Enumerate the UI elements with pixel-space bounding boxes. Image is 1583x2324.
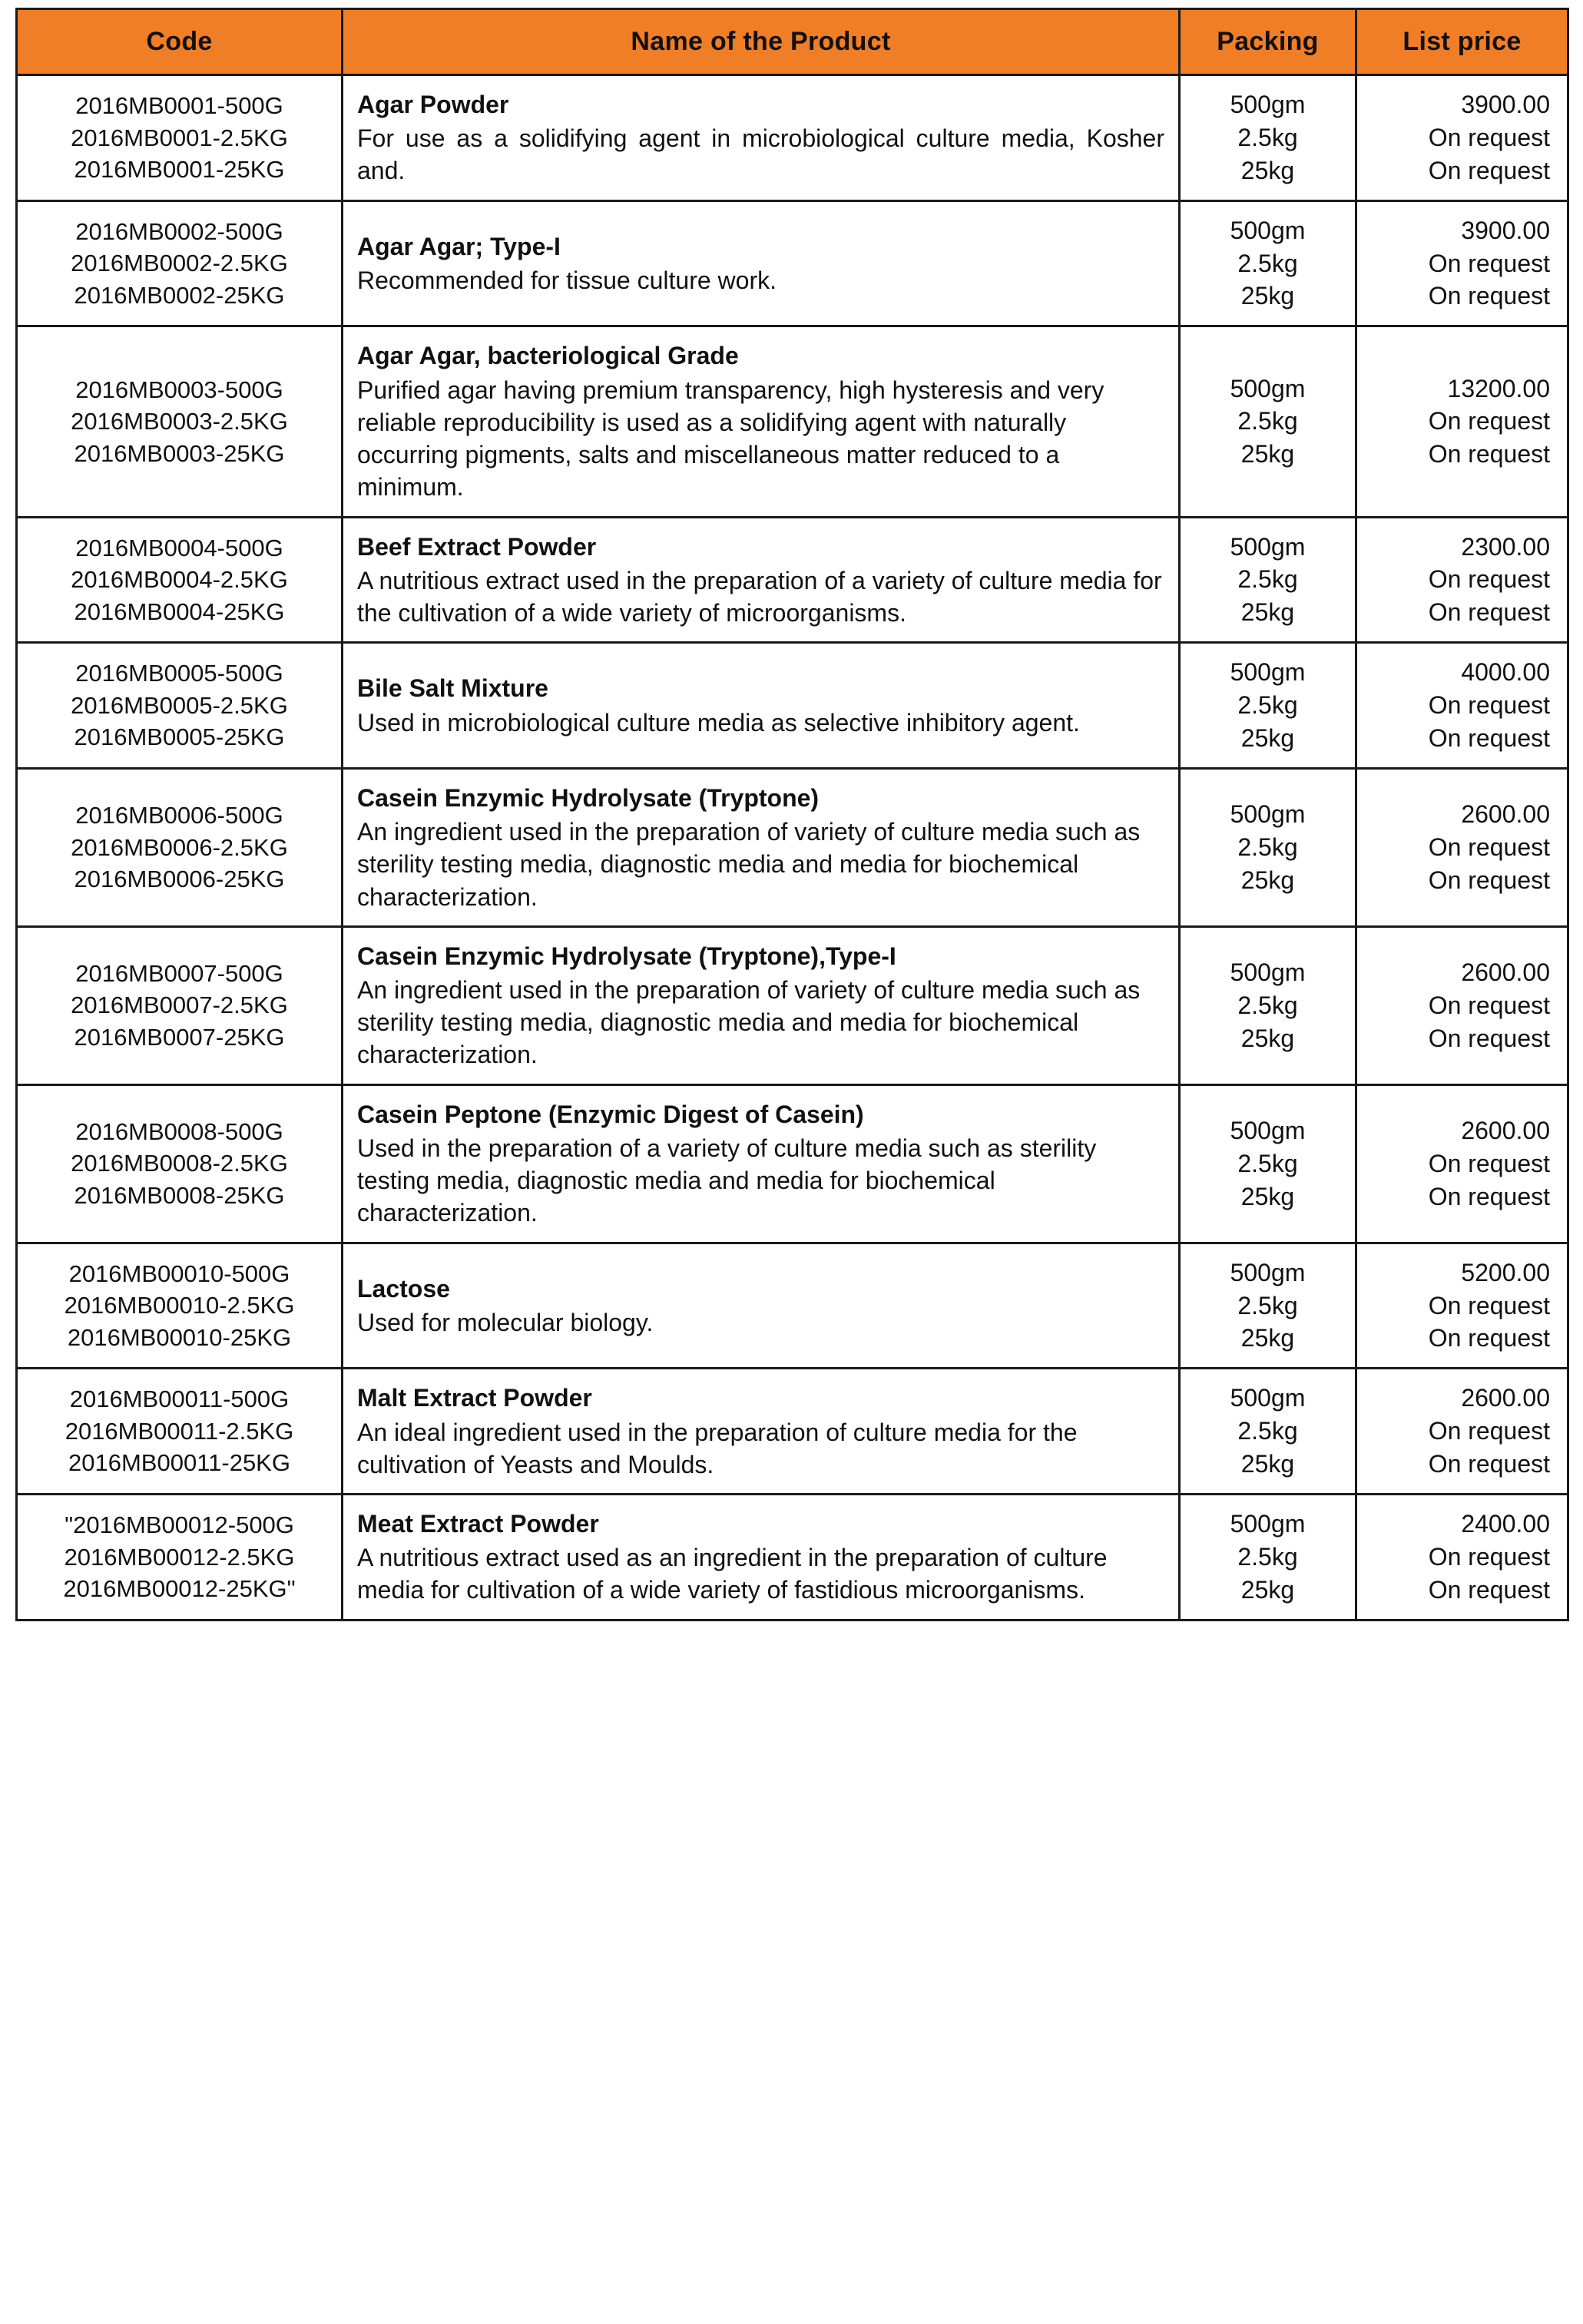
product-code-line: 2016MB0005-2.5KG: [71, 691, 288, 719]
list-price-line: 2600.00: [1461, 799, 1550, 828]
table-row: [17, 1243, 1568, 1369]
product-code-line: 2016MB0002-2.5KG: [71, 250, 288, 277]
list-price-line: 2600.00: [1461, 1384, 1550, 1412]
product-name-cell: [343, 768, 1180, 926]
product-name-cell: [343, 326, 1180, 517]
packing-line: 2.5kg: [1237, 123, 1298, 151]
product-name-cell: [343, 1084, 1180, 1243]
product-code-line: "2016MB00012-500G: [65, 1511, 294, 1539]
product-code-line: 2016MB0008-2.5KG: [71, 1150, 288, 1177]
list-price-cell: [1356, 1369, 1568, 1495]
product-code-line: 2016MB00010-500G: [68, 1260, 290, 1287]
list-price-line: On request: [1428, 123, 1550, 151]
product-code-line: 2016MB0003-2.5KG: [71, 408, 288, 435]
product-code-cell: [17, 768, 343, 926]
product-code-line: 2016MB0004-500G: [75, 534, 283, 561]
list-price-line: On request: [1428, 407, 1550, 435]
packing-line: 500gm: [1230, 1510, 1306, 1538]
list-price-line: 2300.00: [1461, 532, 1550, 561]
product-code-line: 2016MB0007-2.5KG: [71, 992, 288, 1019]
list-price-line: On request: [1428, 1182, 1550, 1210]
list-price-cell: [1356, 1084, 1568, 1243]
list-price-cell: [1356, 926, 1568, 1084]
product-code-line: 2016MB0004-2.5KG: [71, 566, 288, 594]
product-name-cell: [343, 926, 1180, 1084]
table-row: [17, 1369, 1568, 1495]
product-name-cell: [343, 75, 1180, 201]
product-code-line: 2016MB0006-500G: [75, 802, 283, 829]
packing-line: 2.5kg: [1237, 565, 1298, 594]
list-price-line: On request: [1428, 1024, 1550, 1052]
list-price-line: 5200.00: [1461, 1258, 1550, 1286]
product-code-cell: [17, 75, 343, 201]
table-header: [17, 9, 1568, 75]
product-description: Used in the preparation of a variety of culture media such as sterility testing media, diagnostic media and media for biochemical characterization.: [357, 1134, 1097, 1227]
product-code-line: 2016MB00010-25KG: [67, 1323, 292, 1351]
list-price-line: 4000.00: [1461, 658, 1550, 687]
packing-line: 2.5kg: [1237, 1542, 1298, 1571]
product-title: Casein Peptone (Enzymic Digest of Casein): [357, 1100, 864, 1128]
list-price-line: On request: [1428, 991, 1550, 1019]
product-title: Casein Enzymic Hydrolysate (Tryptone),Type-I: [357, 942, 896, 970]
packing-cell: [1180, 1084, 1356, 1243]
product-code-cell: [17, 200, 343, 326]
product-name-cell: [343, 517, 1180, 643]
product-code-line: 2016MB00011-2.5KG: [65, 1417, 294, 1445]
list-price-line: On request: [1428, 1575, 1550, 1604]
product-code-line: 2016MB0006-2.5KG: [71, 833, 288, 861]
product-description: An ingredient used in the preparation of variety of culture media such as sterility testing media, diagnostic media and media for biochemical characterization.: [357, 818, 1141, 911]
product-code-line: 2016MB0003-500G: [75, 376, 283, 403]
product-code-cell: [17, 517, 343, 643]
packing-line: 25kg: [1240, 1450, 1295, 1478]
packing-cell: [1180, 200, 1356, 326]
product-code-line: 2016MB0003-25KG: [74, 439, 285, 467]
product-code-line: 2016MB0002-500G: [75, 217, 283, 245]
packing-line: 25kg: [1240, 440, 1295, 468]
list-price-line: 2600.00: [1461, 1116, 1550, 1144]
packing-line: 25kg: [1240, 1575, 1295, 1604]
product-title: Beef Extract Powder: [357, 532, 597, 561]
list-price-line: 2600.00: [1461, 958, 1550, 986]
packing-line: 25kg: [1240, 1024, 1295, 1052]
product-price-table: [15, 8, 1569, 1621]
table-row: [17, 1494, 1568, 1620]
packing-cell: [1180, 1494, 1356, 1620]
list-price-line: 3900.00: [1461, 91, 1550, 119]
product-code-line: 2016MB00012-25KG": [63, 1575, 296, 1603]
table-row: [17, 200, 1568, 326]
product-description: An ideal ingredient used in the preparation of culture media for the cultivation of Yeasts and Moulds.: [357, 1418, 1078, 1478]
product-code-line: 2016MB0007-25KG: [74, 1024, 285, 1051]
list-price-cell: [1356, 326, 1568, 517]
product-description: Used in microbiological culture media as selective inhibitory agent.: [357, 708, 1080, 737]
product-code-line: 2016MB0008-25KG: [74, 1181, 285, 1209]
packing-line: 25kg: [1240, 282, 1295, 310]
product-code-line: 2016MB0004-25KG: [74, 598, 285, 625]
list-price-line: On request: [1428, 1291, 1550, 1319]
packing-line: 25kg: [1240, 156, 1295, 184]
packing-line: 500gm: [1230, 1384, 1306, 1412]
list-price-line: On request: [1428, 598, 1550, 627]
packing-cell: [1180, 1369, 1356, 1495]
product-code-line: 2016MB0007-500G: [75, 959, 283, 987]
list-price-line: On request: [1428, 691, 1550, 720]
column-header-code: Code: [17, 9, 343, 75]
packing-line: 500gm: [1230, 374, 1306, 402]
table-row: [17, 1084, 1568, 1243]
packing-cell: [1180, 517, 1356, 643]
product-description: A nutritious extract used as an ingredient in the preparation of culture media for cultivation of a wide variety of fastidious microorganisms.: [357, 1544, 1108, 1604]
table-row: [17, 326, 1568, 517]
table-row: [17, 768, 1568, 926]
table-header-row: [17, 9, 1568, 75]
packing-line: 25kg: [1240, 598, 1295, 627]
product-code-line: 2016MB00012-2.5KG: [64, 1543, 295, 1571]
packing-line: 25kg: [1240, 866, 1295, 894]
table-row: [17, 926, 1568, 1084]
table-body: [17, 75, 1568, 1621]
list-price-cell: [1356, 643, 1568, 769]
product-code-line: 2016MB0001-25KG: [74, 156, 285, 184]
product-description: Recommended for tissue culture work.: [357, 266, 777, 295]
product-name-cell: [343, 200, 1180, 326]
packing-cell: [1180, 926, 1356, 1084]
list-price-line: On request: [1428, 282, 1550, 310]
product-name-cell: [343, 1494, 1180, 1620]
packing-line: 2.5kg: [1237, 1149, 1298, 1177]
packing-cell: [1180, 1243, 1356, 1369]
product-title: Malt Extract Powder: [357, 1384, 592, 1412]
packing-line: 25kg: [1240, 1182, 1295, 1210]
list-price-cell: [1356, 200, 1568, 326]
table-row: [17, 643, 1568, 769]
product-code-line: 2016MB0002-25KG: [74, 281, 285, 309]
packing-line: 25kg: [1240, 723, 1295, 752]
packing-line: 2.5kg: [1237, 1417, 1298, 1445]
product-code-line: 2016MB0006-25KG: [74, 866, 285, 893]
product-description: Purified agar having premium transparency, high hysteresis and very reliable reproducibility is used as a solidifying agent with naturally occurring pigments, salts and miscellaneous matter reduced to a minimum.: [357, 376, 1104, 502]
packing-line: 500gm: [1230, 1258, 1306, 1286]
product-name-cell: [343, 1243, 1180, 1369]
packing-line: 2.5kg: [1237, 691, 1298, 720]
packing-line: 2.5kg: [1237, 1291, 1298, 1319]
product-code-cell: [17, 643, 343, 769]
product-code-line: 2016MB0005-25KG: [74, 723, 285, 751]
product-code-line: 2016MB0001-500G: [75, 92, 283, 120]
packing-line: 2.5kg: [1237, 407, 1298, 435]
product-code-cell: [17, 1084, 343, 1243]
product-title: Agar Agar; Type-I: [357, 232, 561, 260]
product-code-line: 2016MB0005-500G: [75, 660, 283, 687]
product-title: Meat Extract Powder: [357, 1509, 599, 1538]
list-price-line: On request: [1428, 866, 1550, 894]
product-description: A nutritious extract used in the preparation of a variety of culture media for the cultivation of a wide variety of microorganisms.: [357, 566, 1162, 627]
list-price-line: On request: [1428, 1149, 1550, 1177]
packing-line: 2.5kg: [1237, 833, 1298, 861]
packing-line: 500gm: [1230, 532, 1306, 561]
packing-line: 500gm: [1230, 216, 1306, 244]
product-title: Agar Agar, bacteriological Grade: [357, 342, 739, 370]
product-code-line: 2016MB00011-25KG: [68, 1449, 290, 1477]
list-price-line: On request: [1428, 1542, 1550, 1571]
list-price-line: On request: [1428, 249, 1550, 277]
product-description: Used for molecular biology.: [357, 1308, 654, 1336]
product-title: Lactose: [357, 1274, 450, 1303]
product-code-line: 2016MB0008-500G: [75, 1117, 283, 1145]
packing-line: 25kg: [1240, 1324, 1295, 1352]
packing-cell: [1180, 768, 1356, 926]
list-price-line: On request: [1428, 723, 1550, 752]
product-code-cell: [17, 926, 343, 1084]
product-code-line: 2016MB00011-500G: [69, 1385, 290, 1413]
packing-line: 500gm: [1230, 91, 1306, 119]
list-price-cell: [1356, 517, 1568, 643]
packing-line: 500gm: [1230, 958, 1306, 986]
list-price-line: On request: [1428, 440, 1550, 468]
product-title: Casein Enzymic Hydrolysate (Tryptone): [357, 783, 820, 812]
column-header-packing: Packing: [1180, 9, 1356, 75]
list-price-line: On request: [1428, 565, 1550, 594]
packing-cell: [1180, 75, 1356, 201]
packing-cell: [1180, 643, 1356, 769]
product-code-line: 2016MB00010-2.5KG: [64, 1292, 295, 1319]
list-price-line: 13200.00: [1447, 374, 1550, 402]
product-name-cell: [343, 1369, 1180, 1495]
packing-line: 500gm: [1230, 799, 1306, 828]
column-header-name: Name of the Product: [343, 9, 1180, 75]
product-code-line: 2016MB0001-2.5KG: [71, 124, 288, 151]
packing-line: 2.5kg: [1237, 249, 1298, 277]
product-code-cell: [17, 1243, 343, 1369]
product-description: For use as a solidifying agent in microbiological culture media, Kosher and.: [357, 124, 1164, 185]
list-price-cell: [1356, 768, 1568, 926]
column-header-price: List price: [1356, 9, 1568, 75]
packing-line: 500gm: [1230, 1116, 1306, 1144]
list-price-line: 2400.00: [1461, 1510, 1550, 1538]
packing-cell: [1180, 326, 1356, 517]
list-price-line: 3900.00: [1461, 216, 1550, 244]
list-price-line: On request: [1428, 1324, 1550, 1352]
product-code-cell: [17, 1494, 343, 1620]
table-row: [17, 75, 1568, 201]
packing-line: 500gm: [1230, 658, 1306, 687]
product-title: Agar Powder: [357, 91, 509, 118]
table-row: [17, 517, 1568, 643]
product-title: Bile Salt Mixture: [357, 674, 548, 703]
product-code-cell: [17, 326, 343, 517]
list-price-cell: [1356, 75, 1568, 201]
product-name-cell: [343, 643, 1180, 769]
product-code-cell: [17, 1369, 343, 1495]
list-price-line: On request: [1428, 833, 1550, 861]
packing-line: 2.5kg: [1237, 991, 1298, 1019]
list-price-line: On request: [1428, 156, 1550, 184]
list-price-line: On request: [1428, 1417, 1550, 1445]
list-price-cell: [1356, 1243, 1568, 1369]
product-description: An ingredient used in the preparation of variety of culture media such as sterility testing media, diagnostic media and media for biochemical characterization.: [357, 976, 1141, 1069]
list-price-cell: [1356, 1494, 1568, 1620]
list-price-line: On request: [1428, 1450, 1550, 1478]
